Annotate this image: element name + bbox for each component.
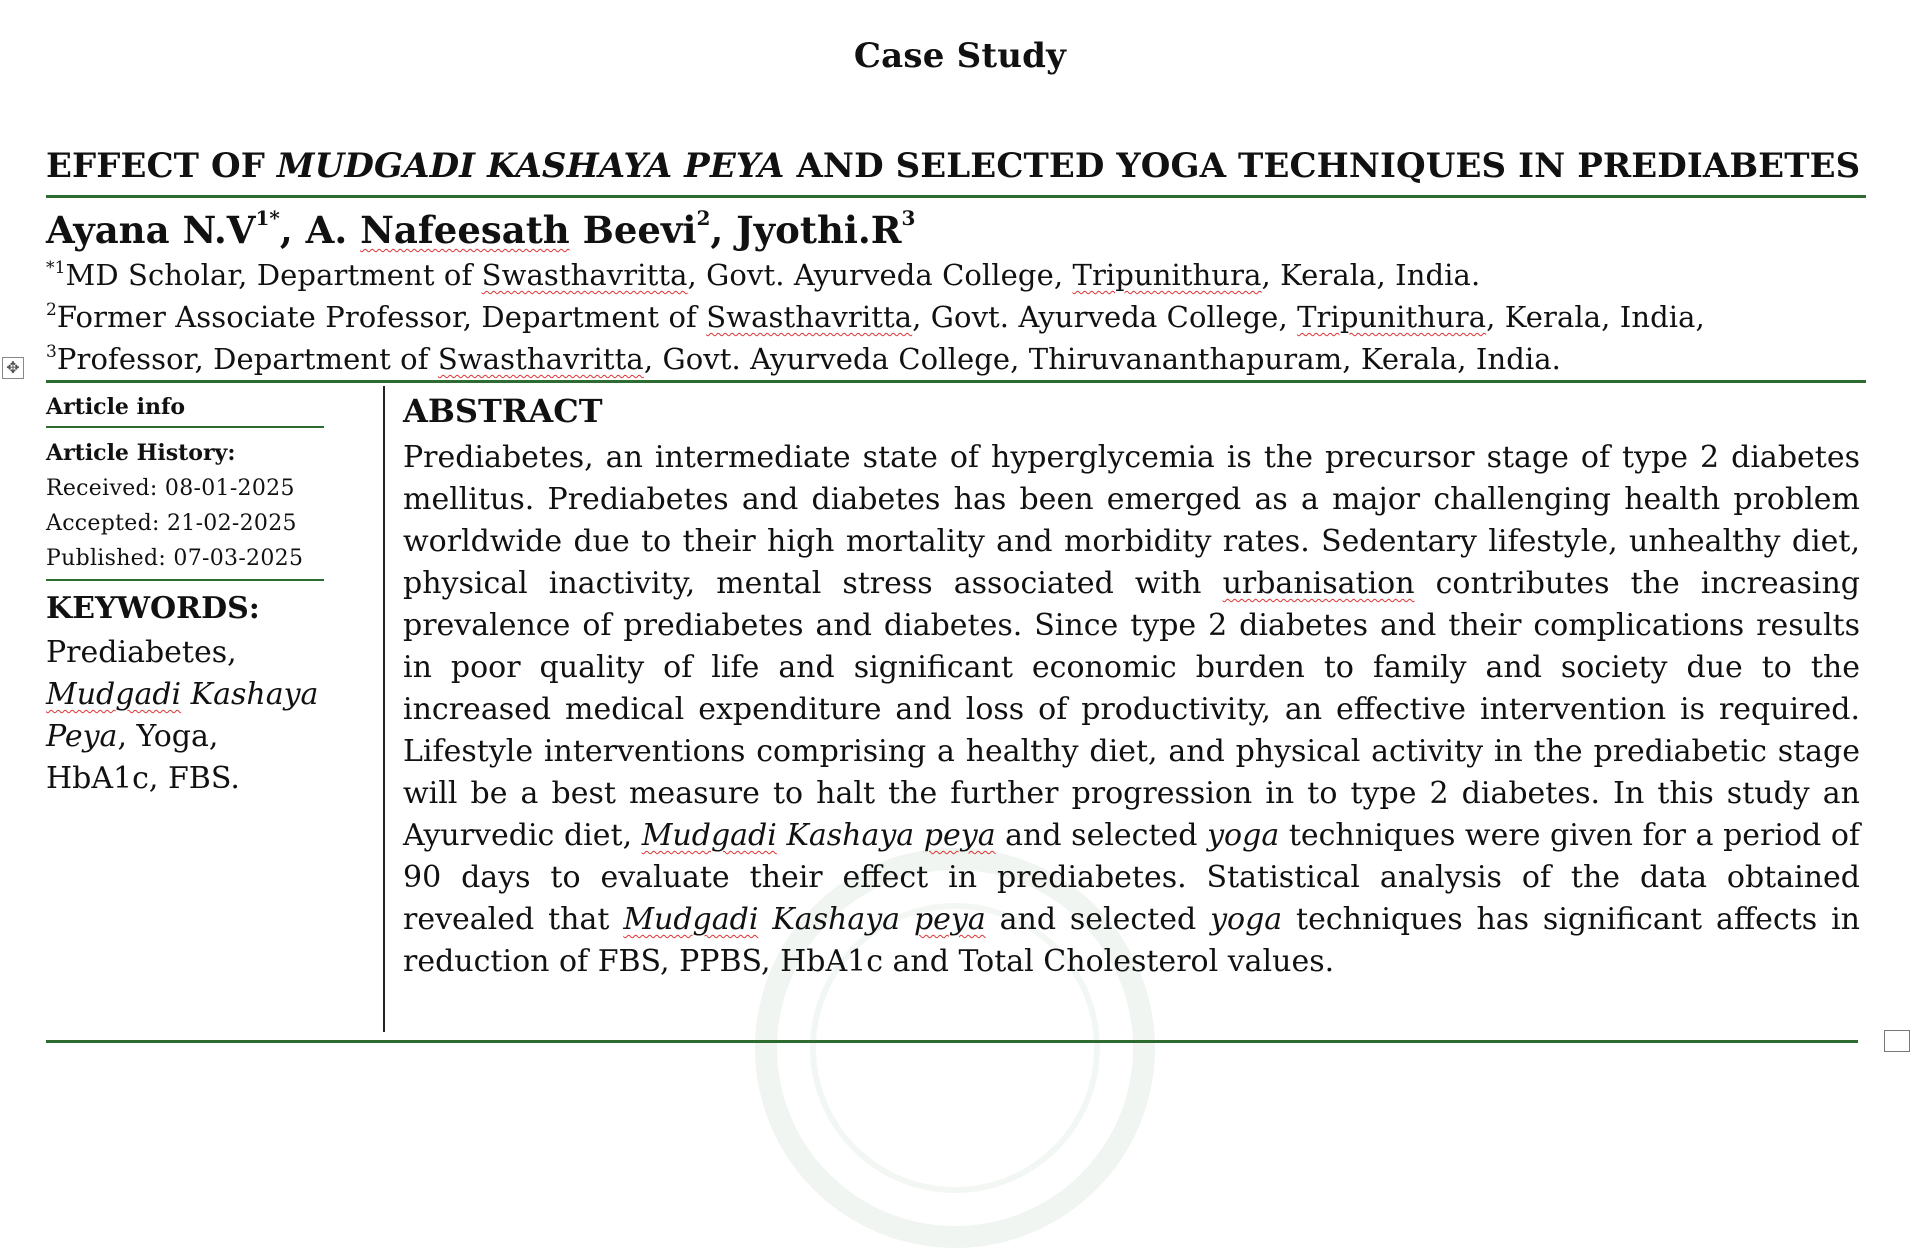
affiliation-3: $^3$Professor, Department of Swasthavritta, Govt. Ayurveda College, Thiruvananthapuram, Kerala, India. [46, 342, 1561, 376]
move-handle-icon[interactable]: ✥ [2, 357, 24, 379]
history-divider [46, 579, 324, 581]
accepted-date: Accepted: 21-02-2025 [46, 511, 297, 536]
keywords-heading: KEYWORDS: [46, 591, 260, 626]
bottom-divider [46, 1040, 1858, 1043]
header-divider [46, 380, 1866, 383]
article-title: EFFECT OF MUDGADI KASHAYA PEYA AND SELECTED YOGA TECHNIQUES IN PREDIABETES [46, 146, 1861, 186]
article-info-heading: Article info [46, 394, 186, 420]
column-divider [383, 386, 385, 1032]
abstract-body: Prediabetes, an intermediate state of hyperglycemia is the precursor stage of type 2 diabetes mellitus. Prediabetes and diabetes has been emerged as a major challenging health problem worldwide due to their high mortality and morbidity rates. Sedentary lifestyle, unhealthy diet, physical inactivity, mental stress associated with urbanisation contributes the increasing prevalence of prediabetes and diabetes. Since type 2 diabetes and their complications results in poor quality of life and significant economic burden to family and society due to the increased medical expenditure and loss of productivity, an effective intervention is required. Lifestyle interventions comprising a healthy diet, and physical activity in the prediabetic stage will be a best measure to halt the further progression in to type 2 diabetes. In this study an Ayurvedic diet, Mudgadi Kashaya peya and selected yoga techniques were given for a period of 90 days to evaluate their effect in prediabetes. Statistical analysis of the data obtained revealed that Mudgadi Kashaya peya and selected yoga techniques has significant affects in reduction of FBS, PPBS, HbA1c and Total Cholesterol values. [403, 440, 1860, 979]
published-date: Published: 07-03-2025 [46, 546, 304, 571]
article-info-divider [46, 426, 324, 428]
case-study-heading: Case Study [853, 36, 1067, 76]
article-history-label: Article History: [46, 440, 236, 466]
abstract-heading: ABSTRACT [403, 392, 603, 430]
affiliation-1: $^{*1}$MD Scholar, Department of Swasthavritta, Govt. Ayurveda College, Tripunithura, Kerala, India. [46, 258, 1481, 292]
author-list: Ayana $N.V^{1*}$, A. Nafeesath Beevi$^2$, $Jyothi.R^3$ [46, 206, 916, 252]
title-divider [46, 195, 1866, 198]
keywords-list: Prediabetes, Mudgadi Kashaya Peya, Yoga, HbA1c, FBS. [46, 635, 319, 796]
received-date: Received: 08-01-2025 [46, 476, 295, 501]
resize-box-icon[interactable] [1884, 1030, 1910, 1052]
article-info-column [46, 388, 326, 800]
affiliation-2: $^2$Former Associate Professor, Department of Swasthavritta, Govt. Ayurveda College, Tripunithura, Kerala, India, [46, 300, 1705, 334]
